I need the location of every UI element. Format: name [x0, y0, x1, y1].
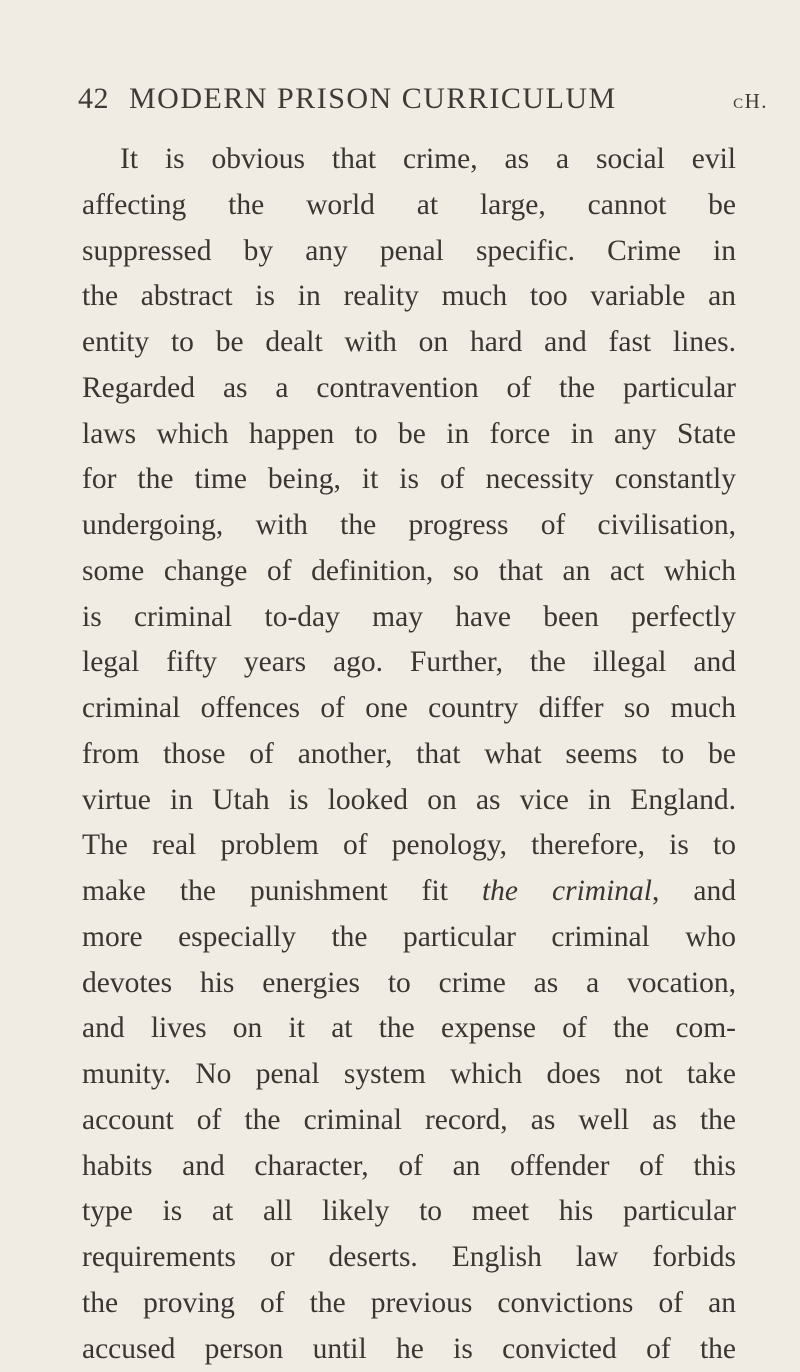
running-title: MODERN PRISON CURRICULUM — [129, 82, 617, 116]
text-line: and lives on it at the expense of the com- — [82, 1006, 736, 1052]
text-line: suppressed by any penal specific. Crime in — [82, 229, 736, 275]
line-text-after: , and — [652, 875, 736, 907]
text-line: type is at all likely to meet his particular — [82, 1189, 736, 1235]
text-line: some change of definition, so that an act which — [82, 549, 736, 595]
text-line: the proving of the previous convictions of an — [82, 1281, 736, 1327]
text-line: laws which happen to be in force in any State — [82, 412, 736, 458]
text-line: The real problem of penology, therefore, is to — [82, 823, 736, 869]
line-text-before: make the punishment fit — [82, 875, 482, 907]
text-line: Regarded as a contravention of the particular — [82, 366, 736, 412]
text-line: account of the criminal record, as well as the — [82, 1098, 736, 1144]
chapter-abbreviation: cH. — [733, 89, 768, 114]
text-line: the abstract is in reality much too variable an — [82, 274, 736, 320]
text-line: undergoing, with the progress of civilisation, — [82, 503, 736, 549]
text-line: more especially the particular criminal who — [82, 915, 736, 961]
text-line: devotes his energies to crime as a vocation, — [82, 961, 736, 1007]
text-line: for the time being, it is of necessity constantly — [82, 457, 736, 503]
text-line: criminal offences of one country differ so much — [82, 686, 736, 732]
text-line: virtue in Utah is looked on as vice in England. — [82, 778, 736, 824]
text-line: habits and character, of an offender of this — [82, 1144, 736, 1190]
text-line: It is obvious that crime, as a social evil — [82, 137, 736, 183]
body-paragraph — [82, 137, 736, 1372]
text-line: requirements or deserts. English law forbids — [82, 1235, 736, 1281]
text-line-with-italic — [82, 869, 736, 915]
text-line: legal fifty years ago. Further, the illegal and — [82, 640, 736, 686]
text-line: accused person until he is convicted of the — [82, 1327, 736, 1372]
text-line: affecting the world at large, cannot be — [82, 183, 736, 229]
text-line: entity to be dealt with on hard and fast lines. — [82, 320, 736, 366]
text-line: munity. No penal system which does not take — [82, 1052, 736, 1098]
text-line: is criminal to-day may have been perfectly — [82, 595, 736, 641]
italic-phrase: the criminal — [482, 875, 652, 907]
running-head — [78, 82, 768, 124]
text-line: from those of another, that what seems to be — [82, 732, 736, 778]
page-number: 42 — [78, 82, 109, 116]
